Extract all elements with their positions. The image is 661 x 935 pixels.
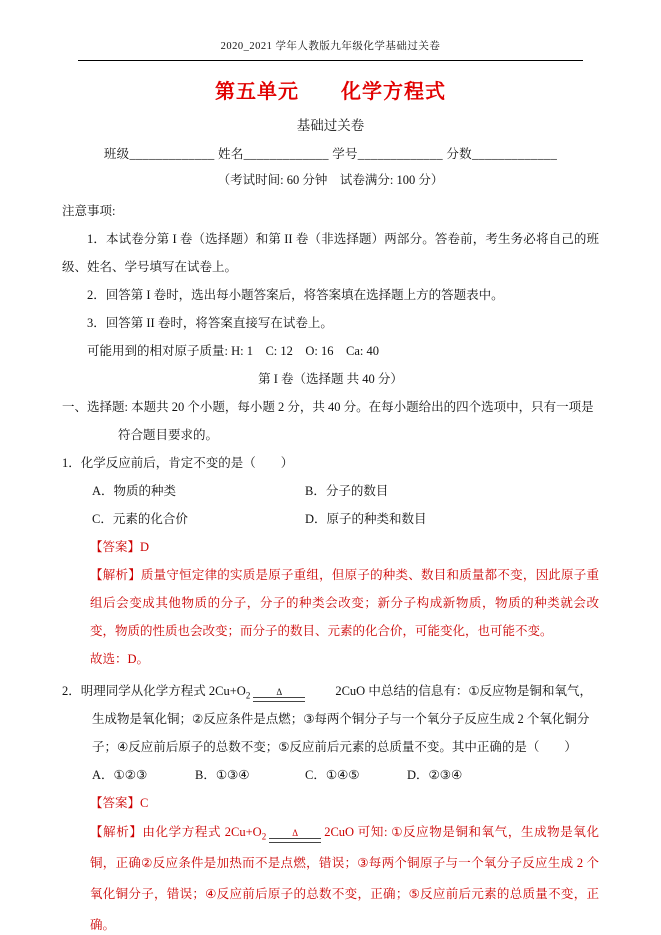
stem-text: 2．明理同学从化学方程式 (62, 684, 209, 698)
option-text: ①④⑤ (325, 768, 360, 782)
equation-double-line (253, 697, 305, 702)
option-text: ②③④ (428, 768, 463, 782)
question-2-stem (62, 677, 599, 761)
question-1-answer (62, 533, 599, 561)
question-2-answer (62, 789, 599, 817)
option-a (92, 477, 305, 505)
reaction-condition-mark (253, 688, 305, 702)
option-letter: B． (195, 768, 216, 782)
section-1-heading: 第 I 卷（选择题 共 40 分） (258, 372, 403, 386)
notice-section (62, 197, 599, 365)
student-info-blanks: 班级_____________ 姓名_____________ 学号_____________ 分数_____________ (103, 147, 558, 161)
equation-double-line (269, 838, 321, 843)
stem-text: 中总结的信息有：①反应物是铜和氧气，生成物是氧化铜；②反应条件是点燃；③每两个铜分子与一个氧分子反应生成 2 个氧化铜分子；④反应前后原子的总数不变；⑤反应前后元素的总质量不变。其中正确的是（ ） (92, 684, 593, 754)
option-text: 分子的数目 (325, 484, 389, 498)
notice-item-3: 3．回答第 II 卷时，将答案直接写在试卷上。 (87, 316, 333, 330)
option-letter: B． (305, 484, 326, 498)
exam-meta-line: （考试时间: 60 分钟 试卷满分: 100 分） (217, 173, 444, 187)
option-letter: D． (407, 768, 429, 782)
question-1-options-row-1 (62, 477, 599, 505)
chemical-formula-product: 2CuO (335, 684, 366, 698)
option-text: 物质的种类 (113, 484, 177, 498)
page-subtitle: 基础过关卷 (296, 118, 365, 133)
analysis-text: 【解析】由化学方程式 (90, 825, 225, 839)
answer-label: 【答案】 (90, 540, 141, 554)
notice-item-1: 1．本试卷分第 I 卷（选择题）和第 II 卷（非选择题）两部分。答卷前，考生务必将自己的班级、姓名、学号填写在试卷上。 (62, 232, 599, 274)
delta-symbol: Δ (276, 687, 283, 697)
question-1 (62, 449, 599, 673)
notice-heading: 注意事项: (62, 204, 116, 218)
chemical-formula-reactants: 2Cu+O (208, 684, 246, 698)
reaction-condition-mark (269, 829, 321, 843)
question-1-conclusion: 故选：D。 (90, 652, 150, 666)
option-a (92, 761, 195, 789)
header-divider (78, 60, 583, 61)
notice-item-2: 2．回答第 I 卷时，选出每小题答案后，将答案填在选择题上方的答题表中。 (87, 288, 504, 302)
answer-value: C (140, 796, 149, 810)
answer-value: D (140, 540, 150, 554)
section-1-intro: 一、选择题: 本题共 20 个小题，每小题 2 分，共 40 分。在每小题给出的四个选项中，只有一项是符合题目要求的。 (62, 400, 594, 442)
analysis-text: 可知: ①反应物是铜和氧气，生成物是氧化铜，正确②反应条件是加热而不是点燃，错误；③每两个铜原子与一个氧分子反应生成 2 个氧化铜分子，错误；④反应前后原子的总数不变，正确；⑤反应前后元素的总质量不变，正确。 (90, 825, 599, 932)
option-letter: D． (305, 512, 327, 526)
question-1-analysis: 【解析】质量守恒定律的实质是原子重组，但原子的种类、数目和质量都不变，因此原子重组后会变成其他物质的分子，分子的种类会改变；新分子构成新物质，物质的种类就会改变，物质的性质也会改变；而分子的数目、元素的化合价，可能变化，也可能不变。 (90, 568, 599, 638)
option-text: 原子的种类和数目 (326, 512, 427, 526)
delta-symbol: Δ (292, 828, 299, 838)
running-header: 2020_2021 学年人教版九年级化学基础过关卷 (220, 41, 441, 52)
question-1-options-row-2 (62, 505, 599, 533)
option-c (305, 761, 407, 789)
option-d (407, 761, 462, 789)
option-c (92, 505, 305, 533)
chemical-formula-product: 2CuO (324, 825, 355, 839)
question-1-stem: 1．化学反应前后，肯定不变的是（ ） (62, 456, 294, 470)
option-b (195, 761, 305, 789)
chemical-formula-reactants: 2Cu+O (224, 825, 262, 839)
option-letter: A． (92, 768, 114, 782)
option-b (305, 477, 388, 505)
option-d (305, 505, 427, 533)
atomic-mass-line: 可能用到的相对原子质量: H: 1 C: 12 O: 16 Ca: 40 (87, 344, 380, 358)
option-letter: C． (92, 512, 113, 526)
option-letter: A． (92, 484, 114, 498)
formula-subscript: 2 (261, 831, 267, 842)
question-2-options-row (62, 761, 599, 789)
question-2-analysis (90, 817, 599, 935)
option-text: ①③④ (215, 768, 250, 782)
formula-subscript: 2 (245, 690, 251, 701)
option-text: 元素的化合价 (112, 512, 188, 526)
answer-label: 【答案】 (90, 796, 141, 810)
option-text: ①②③ (113, 768, 148, 782)
page-title: 第五单元 化学方程式 (215, 81, 446, 103)
option-letter: C． (305, 768, 326, 782)
question-2 (62, 677, 599, 935)
